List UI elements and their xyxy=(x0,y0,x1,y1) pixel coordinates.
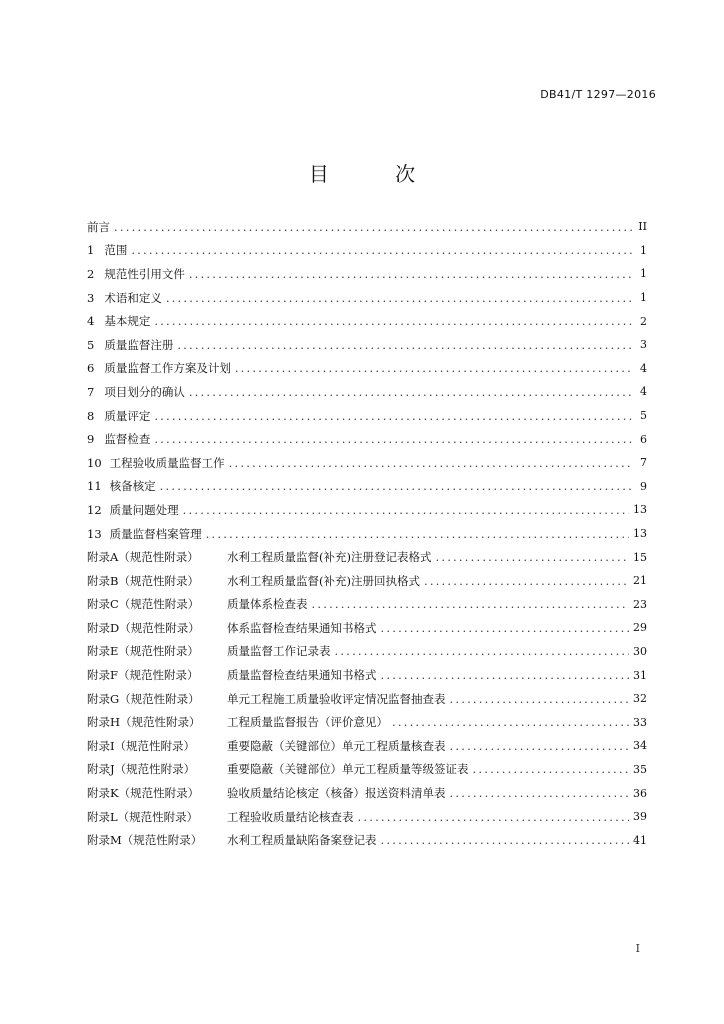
toc-leader-dots xyxy=(392,715,629,729)
toc-leader-dots xyxy=(335,644,630,658)
toc-entry-page: 13 xyxy=(633,503,647,517)
toc-annex-label: 重要隐蔽（关键部位）单元工程质量核查表 xyxy=(227,738,446,753)
toc-annex-page: 41 xyxy=(633,833,647,847)
toc-entry-number: 12 xyxy=(87,502,102,517)
toc-leader-dots xyxy=(358,810,630,824)
toc-leader-dots xyxy=(154,314,633,328)
toc-entry-page: II xyxy=(638,220,647,234)
toc-entry-label: 质量监督档案管理 xyxy=(109,526,202,541)
toc-annex-prefix: 附录A（规范性附录） xyxy=(87,550,199,565)
toc-annex-b[interactable] xyxy=(87,569,647,593)
toc-annex-g[interactable] xyxy=(87,687,647,711)
document-code: DB41/T 1297—2016 xyxy=(540,88,656,101)
toc-leader-dots xyxy=(206,527,629,541)
toc-leader-dots xyxy=(450,786,630,800)
toc-leader-dots xyxy=(160,479,633,493)
toc-annex-prefix: 附录G（规范性附录） xyxy=(87,691,200,706)
page-number: I xyxy=(635,942,640,955)
toc-entry-number: 9 xyxy=(87,432,95,447)
toc-annex-page: 30 xyxy=(633,644,647,658)
toc-annex-a[interactable] xyxy=(87,545,647,569)
toc-entry[interactable] xyxy=(87,404,647,428)
toc-leader-dots xyxy=(131,243,633,257)
toc-entry[interactable] xyxy=(87,380,647,404)
toc-annex-e[interactable] xyxy=(87,640,647,664)
toc-leader-dots xyxy=(450,739,630,753)
toc-entry[interactable] xyxy=(87,286,647,310)
toc-entry-number: 5 xyxy=(87,337,95,352)
toc-entry[interactable] xyxy=(87,522,647,546)
toc-annex-page: 33 xyxy=(633,715,647,729)
toc-entry-number: 3 xyxy=(87,290,95,305)
toc-leader-dots xyxy=(435,550,629,564)
toc-annex-page: 34 xyxy=(633,739,647,753)
toc-annex-page: 39 xyxy=(633,810,647,824)
toc-entry-page: 9 xyxy=(640,479,647,493)
toc-entry-label: 质量监督注册 xyxy=(104,337,174,352)
toc-annex-page: 21 xyxy=(633,574,647,588)
toc-annex-label: 水利工程质量监督(补充)注册登记表格式 xyxy=(227,550,432,565)
toc-annex-label: 质量监督工作记录表 xyxy=(227,644,331,659)
toc-entry-number: 1 xyxy=(87,243,95,258)
toc-leader-dots xyxy=(450,692,630,706)
toc-annex-prefix: 附录B（规范性附录） xyxy=(87,573,199,588)
toc-entry-page: 4 xyxy=(640,361,647,375)
toc-entry-page: 2 xyxy=(640,314,647,328)
toc-annex-label: 工程验收质量结论核查表 xyxy=(227,809,354,824)
toc-leader-dots xyxy=(473,762,630,776)
toc-annex-prefix: 附录E（规范性附录） xyxy=(87,644,199,659)
toc-annex-label: 水利工程质量缺陷备案登记表 xyxy=(227,833,377,848)
toc-entry[interactable] xyxy=(87,357,647,381)
toc-entry-page: 1 xyxy=(640,291,647,305)
toc-annex-prefix: 附录L（规范性附录） xyxy=(87,809,199,824)
toc-annex-prefix: 附录D（规范性附录） xyxy=(87,620,200,635)
toc-entry-number: 4 xyxy=(87,314,95,329)
toc-entry-number: 2 xyxy=(87,266,95,281)
toc-entry-page: 13 xyxy=(633,527,647,541)
toc-entry-number: 11 xyxy=(87,479,102,494)
toc-entry-label: 核备核定 xyxy=(109,479,156,494)
toc-annex-prefix: 附录J（规范性附录） xyxy=(87,762,196,777)
toc-annex-i[interactable] xyxy=(87,734,647,758)
toc-annex-prefix: 附录F（规范性附录） xyxy=(87,668,199,683)
toc-entry[interactable] xyxy=(87,262,647,286)
toc-annex-page: 23 xyxy=(633,597,647,611)
toc-annex-prefix: 附录M（规范性附录） xyxy=(87,833,203,848)
toc-entry-number: 7 xyxy=(87,384,95,399)
toc-annex-l[interactable] xyxy=(87,805,647,829)
toc-entry-page: 1 xyxy=(640,243,647,257)
toc-annex-label: 单元工程施工质量验收评定情况监督抽查表 xyxy=(227,691,446,706)
toc-leader-dots xyxy=(189,385,633,399)
toc-entry[interactable] xyxy=(87,333,647,357)
toc-entry-label: 工程验收质量监督工作 xyxy=(109,455,225,470)
toc-entry-number: 13 xyxy=(87,526,102,541)
toc-entry-label: 项目划分的确认 xyxy=(104,384,185,399)
toc-annex-label: 验收质量结论核定（核备）报送资料清单表 xyxy=(227,786,446,801)
toc-entry-label: 前言 xyxy=(87,219,110,234)
toc-entry-number: 10 xyxy=(87,455,102,470)
toc-leader-dots xyxy=(424,574,629,588)
toc-annex-h[interactable] xyxy=(87,710,647,734)
toc-entry-page: 7 xyxy=(640,456,647,470)
toc-entry-page: 3 xyxy=(640,338,647,352)
toc-entry-label: 质量评定 xyxy=(104,408,151,423)
toc-leader-dots xyxy=(235,361,633,375)
toc-entry-number: 6 xyxy=(87,361,95,376)
toc-entry-page: 6 xyxy=(640,432,647,446)
toc-entry[interactable] xyxy=(87,309,647,333)
toc-annex-prefix: 附录C（规范性附录） xyxy=(87,597,200,612)
toc-entry[interactable] xyxy=(87,427,647,451)
toc-annex-label: 工程质量监督报告（评价意见） xyxy=(227,715,388,730)
toc-annex-label: 体系监督检查结果通知书格式 xyxy=(227,620,377,635)
toc-entry-label: 范围 xyxy=(104,243,128,258)
table-of-contents xyxy=(87,215,647,852)
toc-entry-label: 监督检查 xyxy=(104,432,151,447)
toc-entry-foreword[interactable] xyxy=(87,215,647,239)
toc-annex-page: 15 xyxy=(633,550,647,564)
toc-entry-label: 规范性引用文件 xyxy=(104,266,185,281)
toc-annex-label: 质量监督检查结果通知书格式 xyxy=(227,668,377,683)
toc-leader-dots xyxy=(183,503,629,517)
toc-leader-dots xyxy=(166,291,633,305)
toc-leader-dots xyxy=(189,267,633,281)
toc-entry-label: 质量问题处理 xyxy=(109,502,179,517)
toc-leader-dots xyxy=(114,220,633,234)
toc-leader-dots xyxy=(154,432,633,446)
toc-annex-label: 质量体系检查表 xyxy=(227,597,308,612)
toc-entry-page: 4 xyxy=(640,385,647,399)
toc-leader-dots xyxy=(381,668,630,682)
toc-annex-prefix: 附录I（规范性附录） xyxy=(87,738,196,753)
toc-entry-label: 术语和定义 xyxy=(104,290,162,305)
toc-entry-page: 1 xyxy=(640,267,647,281)
toc-annex-label: 水利工程质量监督(补充)注册回执格式 xyxy=(227,573,420,588)
toc-entry-number: 8 xyxy=(87,408,95,423)
toc-annex-k[interactable] xyxy=(87,781,647,805)
toc-annex-label: 重要隐蔽（关键部位）单元工程质量等级签证表 xyxy=(227,762,469,777)
toc-entry[interactable] xyxy=(87,451,647,475)
toc-entry-label: 基本规定 xyxy=(104,314,151,329)
toc-title: 目 次 xyxy=(308,162,446,186)
toc-entry[interactable] xyxy=(87,475,647,499)
toc-annex-c[interactable] xyxy=(87,593,647,617)
toc-annex-page: 32 xyxy=(633,692,647,706)
toc-annex-m[interactable] xyxy=(87,828,647,852)
toc-entry-label: 质量监督工作方案及计划 xyxy=(104,361,231,376)
toc-entry[interactable] xyxy=(87,498,647,522)
toc-annex-f[interactable] xyxy=(87,663,647,687)
toc-annex-page: 29 xyxy=(633,621,647,635)
toc-leader-dots xyxy=(381,621,630,635)
toc-annex-page: 31 xyxy=(633,668,647,682)
toc-annex-page: 36 xyxy=(633,786,647,800)
toc-leader-dots xyxy=(312,597,630,611)
toc-annex-prefix: 附录K（规范性附录） xyxy=(87,786,200,801)
toc-annex-d[interactable] xyxy=(87,616,647,640)
toc-entry-page: 5 xyxy=(640,409,647,423)
toc-leader-dots xyxy=(229,456,633,470)
toc-leader-dots xyxy=(177,338,633,352)
toc-leader-dots xyxy=(154,409,633,423)
toc-entry[interactable] xyxy=(87,239,647,263)
toc-leader-dots xyxy=(381,833,630,847)
toc-annex-prefix: 附录H（规范性附录） xyxy=(87,715,201,730)
toc-annex-j[interactable] xyxy=(87,758,647,782)
toc-annex-page: 35 xyxy=(633,762,647,776)
